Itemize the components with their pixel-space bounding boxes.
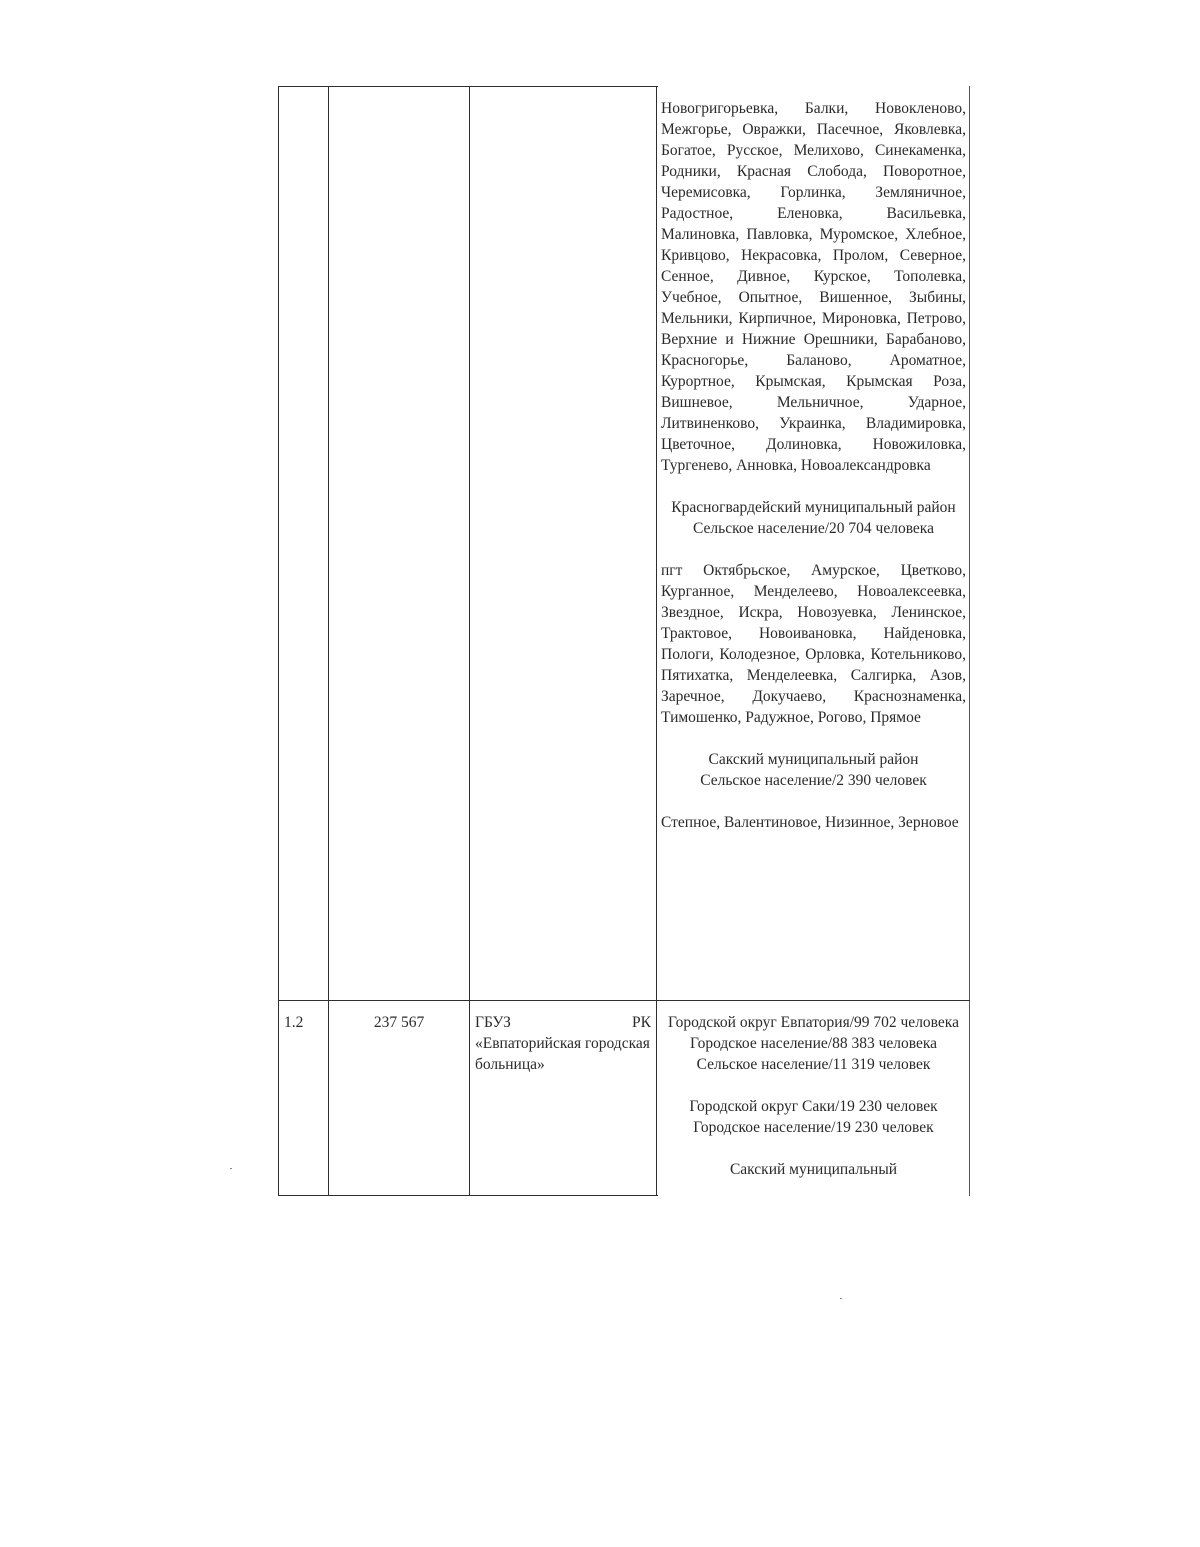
row-number: 1.2	[284, 1014, 304, 1031]
table	[278, 86, 970, 1196]
evpatoria-rural: Сельское население/11 319 человек	[696, 1056, 931, 1073]
district-saki-population: Сельское население/2 390 человек	[700, 772, 927, 789]
district-saki-title: Сакский муниципальный район	[708, 751, 919, 768]
settlements-list-c: Степное, Валентиновое, Низинное, Зерновое	[661, 814, 959, 831]
evpatoria-title: Городской округ Евпатория/99 702 человека	[668, 1014, 959, 1031]
scan-speck	[230, 1168, 232, 1169]
organization-region: РК	[632, 1014, 651, 1031]
column-divider	[278, 86, 279, 1196]
row-divider	[278, 86, 658, 87]
saki-city-title: Городской округ Саки/19 230 человек	[689, 1098, 938, 1115]
column-divider	[969, 86, 970, 1196]
row-divider	[278, 1000, 970, 1001]
column-divider	[469, 86, 470, 1196]
population-total: 237 567	[373, 1014, 425, 1031]
organization-name	[475, 1012, 651, 1075]
organization-abbr: ГБУЗ	[475, 1014, 511, 1031]
settlements-list-b: пгт Октябрьское, Амурское, Цветково, Курганное, Менделеево, Новоалексеевка, Звездное, Искра, Новозуевка, Ленинское, Трактовое, Новоивановка, Найденовка, Пологи, Колодезное, Орловка, Котельниково, Пятихатка, Менделеевка, Салгирка, Азов, Заречное, Докучаево, Краснознаменка, Тимошенко, Радужное, Рогово, Прямое	[661, 562, 966, 726]
district-krasnogvardeysky-population: Сельское население/20 704 человека	[693, 520, 934, 537]
evpatoria-urban: Городское население/88 383 человека	[689, 1035, 938, 1052]
organization-full-name: «Евпаторийская городская больница»	[475, 1035, 650, 1073]
scan-speck	[840, 1298, 842, 1299]
column-divider	[656, 86, 657, 1196]
saki-city-urban: Городское население/19 230 человек	[693, 1119, 934, 1136]
district-krasnogvardeysky-title: Красногвардейский муниципальный район	[671, 499, 956, 516]
service-area-cell	[661, 1012, 966, 1180]
settlements-list-a: Новогригорьевка, Балки, Новокленово, Межгорье, Овражки, Пасечное, Яковлевка, Богатое, Русское, Мелихово, Синекаменка, Родники, Красная Слобода, Поворотное, Черемисовка, Горлинка, Земляничное, Радостное, Еленовка, Васильевка, Малиновка, Павловка, Муромское, Хлебное, Кривцово, Некрасовка, Пролом, Северное, Сенное, Дивное, Курское, Тополевка, Учебное, Опытное, Вишенное, Зыбины, Мельники, Кирпичное, Мироновка, Петрово, Верхние и Нижние Орешники, Барабаново, Красногорье, Баланово, Ароматное, Курортное, Крымская, Крымская Роза, Вишневое, Мельничное, Ударное, Литвиненково, Украинка, Владимировка, Цветочное, Долиновка, Новожиловка, Тургенево, Анновка, Новоалександровка	[661, 100, 966, 474]
saki-district-title: Сакский муниципальный	[729, 1161, 898, 1178]
column-divider	[328, 86, 329, 1196]
row-divider	[278, 1195, 658, 1196]
settlements-cell	[661, 98, 966, 833]
